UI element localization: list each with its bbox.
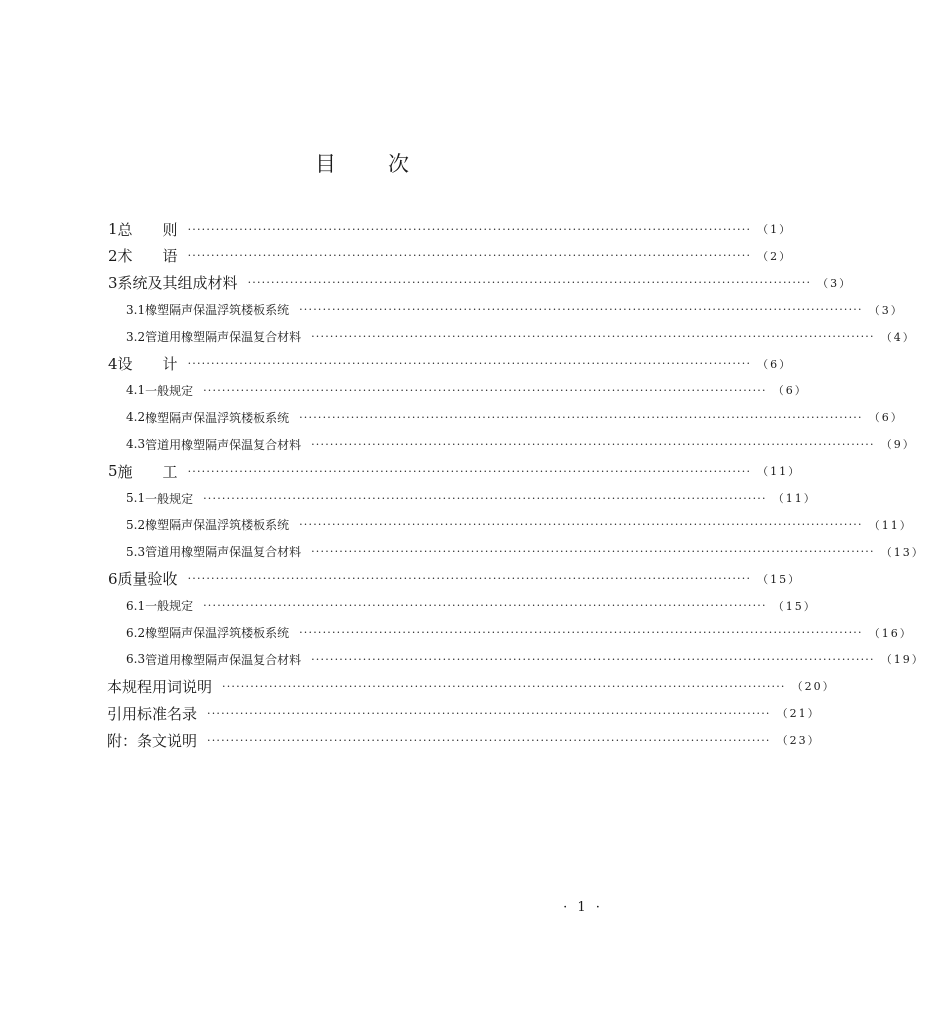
toc-entry-title: 管道用橡塑隔声保温复合材料 [145,437,302,452]
toc-entry[interactable] [0,270,853,296]
toc-entry-page: （13） [880,545,925,559]
toc-entry-page: （15） [757,572,802,586]
toc-entry[interactable] [0,243,793,269]
toc-entry-title: 系统及其组成材料 [117,274,238,293]
toc-entry-number: 4 [108,354,118,373]
toc-dot-leader: ························································································································ [299,518,863,532]
toc-entry-number: 5 [108,462,118,481]
toc-entry[interactable] [0,727,821,753]
page-title [0,148,724,178]
toc-entry[interactable] [0,700,821,726]
toc-entry-title: 总 则 [117,220,178,239]
toc-entry[interactable] [0,404,904,430]
toc-entry[interactable] [0,646,925,672]
toc-entry-page: （19） [880,653,925,667]
toc-entry-title: 橡塑隔声保温浮筑楼板系统 [145,410,290,425]
toc-dot-leader: ························································································································ [311,545,875,559]
toc-entry-page: （23） [776,734,821,748]
toc-dot-leader: ························································································································ [299,626,863,639]
toc-entry-title: 管道用橡塑隔声保温复合材料 [145,330,302,345]
toc-entry-title: 一般规定 [145,599,194,614]
toc-entry-title: 质量验收 [117,570,178,589]
toc-entry-title: 管道用橡塑隔声保温复合材料 [145,545,302,560]
toc-dot-leader: ························································································································ [311,437,875,451]
toc-entry[interactable] [0,377,808,403]
toc-entry[interactable] [0,539,925,565]
toc-entry[interactable] [0,620,913,646]
toc-entry-page: （1） [757,223,793,236]
page-number: · 1 · [563,900,603,915]
toc-dot-leader: ························································································································ [222,679,786,693]
toc-entry-number: 4.1 [126,383,146,398]
toc-dot-leader: ························································································································ [187,464,752,478]
toc-entry-number: 4.3 [126,437,146,452]
toc-entry-page: （2） [757,249,793,263]
toc-dot-leader: ························································································································ [311,330,875,344]
toc-dot-leader: ························································································································ [187,222,752,236]
toc-dot-leader: ························································································································ [207,706,771,720]
toc-entry-title: 橡塑隔声保温浮筑楼板系统 [145,518,290,533]
toc-dot-leader: ························································································································ [187,249,752,263]
toc-entry-number: 5.1 [126,491,146,505]
toc-dot-leader: ························································································································ [207,733,771,747]
toc-entry-page: （9） [880,438,916,452]
toc-entry-title: 橡塑隔声保温浮筑楼板系统 [145,626,290,640]
toc-entry-title: 引用标准名录 [107,704,198,723]
toc-entry-page: （3） [817,276,853,290]
toc-entry-number: 5.3 [126,544,146,559]
toc-entry-title: 术 语 [117,247,178,266]
toc-entry-title: 一般规定 [145,383,194,398]
toc-entry-number: 3.2 [126,329,146,344]
toc-entry-title: 本规程用词说明 [107,677,213,696]
toc-entry[interactable] [0,324,916,350]
toc-entry[interactable] [0,458,802,484]
toc-entry-page: （16） [868,626,913,640]
toc-dot-leader: ························································································································ [203,491,767,505]
toc-entry[interactable] [0,593,817,619]
toc-entry-number: 1 [108,220,118,238]
toc-entry[interactable] [0,566,802,592]
toc-entry-page: （6） [868,411,904,425]
toc-entry-title: 橡塑隔声保温浮筑楼板系统 [145,303,290,318]
toc-dot-leader: ························································································································ [187,357,752,370]
toc-entry-page: （4） [880,330,916,344]
toc-dot-leader: ························································································································ [187,572,752,586]
toc-entry-title: 管道用橡塑隔声保温复合材料 [145,652,302,667]
table-of-contents [0,216,925,756]
toc-entry-title: 设 计 [117,355,178,373]
toc-entry-number: 2 [108,246,118,265]
toc-entry-page: （15） [772,599,817,613]
toc-entry[interactable] [0,485,817,511]
toc-entry-number: 3.1 [126,302,146,317]
toc-dot-leader: ························································································································ [203,383,767,397]
toc-entry-page: （20） [791,680,836,694]
toc-entry-page: （6） [757,357,793,371]
toc-entry-number: 6.1 [126,598,146,613]
toc-entry-number: 6.2 [126,625,146,640]
toc-entry[interactable] [0,512,913,538]
toc-entry-page: （11） [757,465,802,479]
toc-entry[interactable] [0,297,904,323]
toc-dot-leader: ························································································································ [299,410,863,424]
toc-entry[interactable] [0,216,793,242]
toc-entry-page: （11） [772,492,817,505]
title-char-2: 次 [388,152,409,176]
toc-entry[interactable] [0,673,836,699]
toc-entry-page: （11） [868,518,913,532]
toc-entry-page: （6） [772,384,808,398]
toc-dot-leader: ························································································································ [203,599,767,613]
toc-entry-number: 4.2 [126,410,146,425]
toc-entry-number: 6 [108,569,118,588]
toc-entry[interactable] [0,351,793,377]
toc-entry-title: 附：条文说明 [107,731,198,750]
toc-dot-leader: ························································································································ [311,652,875,666]
toc-dot-leader: ························································································································ [299,303,863,317]
toc-entry-title: 施 工 [117,462,178,481]
toc-entry-page: （21） [776,707,821,721]
toc-entry-number: 5.2 [126,517,146,532]
toc-entry-number: 6.3 [126,652,146,667]
toc-dot-leader: ························································································································ [247,276,812,290]
toc-entry-number: 3 [108,273,118,292]
toc-entry-title: 一般规定 [145,491,194,506]
toc-entry-page: （3） [868,303,904,317]
toc-entry[interactable] [0,431,916,457]
title-char-1: 目 [315,152,336,176]
